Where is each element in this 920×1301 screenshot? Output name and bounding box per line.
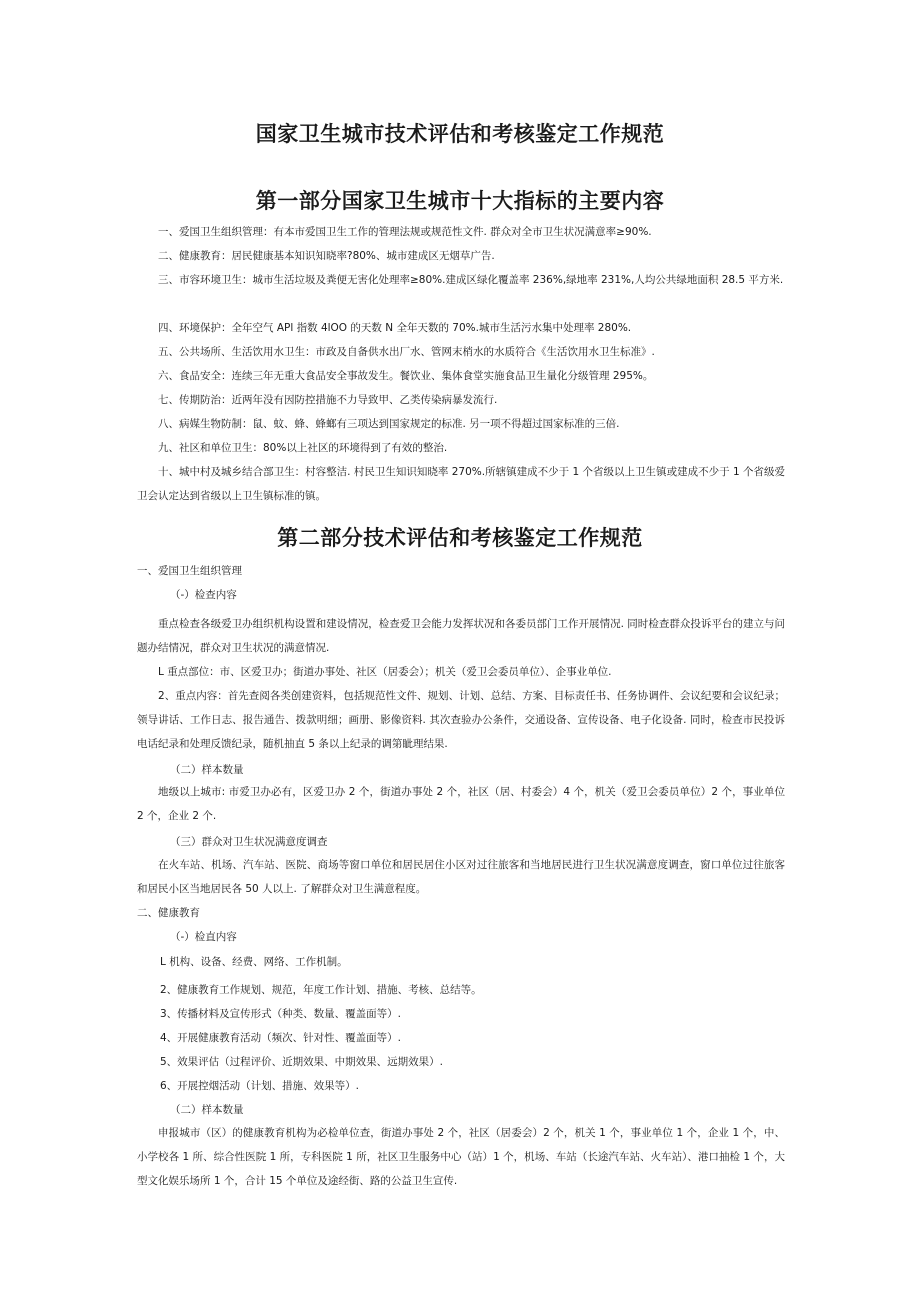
part1-item: 四、环境保护：全年空气 APl 指数 4lOO 的天数 N 全年天数的 70%.城市生活污水集中处理率 280%. bbox=[158, 322, 632, 334]
part2-title: 第二部分技术评估和考核鉴定工作规范 bbox=[277, 526, 643, 550]
subsection-heading: （-）检直内容 bbox=[170, 931, 237, 943]
part1-title: 第一部分国家卫生城市十大指标的主要内容 bbox=[255, 189, 665, 213]
list-item: 3、传播材料及宣传形式（种类、数量、覆盖面等）. bbox=[160, 1008, 402, 1020]
list-item: 4、开展健康教育活动（频次、针对性、覆盖面等）. bbox=[160, 1032, 402, 1044]
part1-item: 三、市容环境卫生：城市生活垃圾及粪便无害化处理率≥80%.建成区绿化覆盖率 236%,绿地率 231%,人均公共绿地面积 28.5 平方米. bbox=[158, 274, 784, 286]
part1-item: 六、食品安全：连续三年无重大食品安全事故发生。餐饮业、集体食堂实施食品卫生量化分级管理 295%。 bbox=[158, 370, 654, 382]
part1-item: 十、城中村及城乡结合部卫生：村容整洁. 村民卫生知识知晓率 270%.所辖镇建成不少于 1 个省级以上卫生镇或建成不少于 1 个省级爱卫会认定达到省级以上卫生镇标准的镇。 bbox=[137, 466, 785, 502]
subsection-heading: （-）检查内容 bbox=[170, 589, 237, 601]
list-item: 5、效果评估（过程评价、近期效果、中期效果、远期效果）. bbox=[160, 1056, 444, 1068]
list-item: 2、健康教育工作规划、规范，年度工作计划、措施、考核、总结等。 bbox=[160, 984, 482, 996]
subsection-heading: （二）样本数量 bbox=[170, 1104, 244, 1116]
part1-item: 一、爱国卫生组织管理：有本市爱国卫生工作的管理法规或规范性文件. 群众对全市卫生状况满意率≥90%. bbox=[158, 226, 652, 238]
part1-item: 九、社区和单位卫生：80%以上社区的环境得到了有效的整治. bbox=[158, 442, 448, 454]
list-item: L 重点部位：市、区爱卫办；街道办事处、社区（居委会）；机关（爱卫会委员单位）、企事业单位. bbox=[158, 666, 612, 678]
list-item: 6、开展控烟活动（计划、措施、效果等）. bbox=[160, 1080, 360, 1092]
subsection-heading: （二）样本数量 bbox=[170, 764, 244, 776]
subsection-heading: （三）群众对卫生状况满意度调查 bbox=[170, 836, 328, 848]
section-heading: 二、健康教育 bbox=[137, 907, 200, 919]
paragraph: 重点检查各级爱卫办组织机构设置和建设情况，检查爱卫会能力发挥状况和各委员部门工作开展情况. 同时检查群众投诉平台的建立与问题办结情况，群众对卫生状况的满意情况. bbox=[137, 618, 785, 654]
document-title: 国家卫生城市技术评估和考核鉴定工作规范 bbox=[255, 122, 665, 146]
paragraph: 地级以上城市: 市爱卫办必有，区爱卫办 2 个，街道办事处 2 个，社区（居、村委会）4 个，机关（爱卫会委员单位）2 个，事业单位 2 个，企业 2 个. bbox=[137, 786, 785, 822]
part1-item: 五、公共场所、生活饮用水卫生：市政及自备供水出厂水、管网末梢水的水质符合《生活饮用水卫生标准》. bbox=[158, 346, 655, 358]
paragraph: 在火车站、机场、汽车站、医院、商场等窗口单位和居民居住小区对过往旅客和当地居民进行卫生状况满意度调查，窗口单位过往旅客和居民小区当地居民各 50 人以上. 了解群众对卫生满意程度。 bbox=[137, 859, 785, 895]
part1-item: 七、传期防治：近两年没有因防控措施不力导致甲、乙类传染病暴发流行. bbox=[158, 394, 498, 406]
list-item: 2、重点内容：首先查阅各类创建资料，包括规范性文件、规划、计划、总结、方案、目标责任书、任务协调件、会议纪要和会议纪录；领导讲话、工作日志、报告通告、拨款明细；画册、影像资料. 其次查验办公条件，交通设备、宣传设备、电子化设备. 同时，检查市民投诉电话纪录和处理反馈纪录，随机抽直 5 条以上纪录的调第眦理结果. bbox=[137, 690, 785, 750]
part1-item: 八、病媒生物防制：鼠、蚊、蜂、蜂螂有三项达到国家规定的标准. 另一项不得超过国家标准的三倍. bbox=[158, 418, 620, 430]
list-item: L 机构、设备、经费、网络、工作机制。 bbox=[160, 956, 348, 968]
part1-item: 二、健康教育：居民健康基本知识知晓率?80%、城市建成区无烟草广告. bbox=[158, 250, 495, 262]
paragraph: 申报城市（区）的健康教育机构为必检单位查，街道办事处 2 个，社区（居委会）2 个，机关 1 个，事业单位 1 个，企业 1 个，中、小学校各 1 所、综合性医院 1 所，专科医院 1 所，社区卫生服务中心（站）1 个，机场、车站（长途汽车站、火车站）、港口抽检 1 个，大型文化娱乐场所 1 个，合计 15 个单位及途经街、路的公益卫生宣传. bbox=[137, 1127, 785, 1187]
section-heading: 一、爱国卫生组织管理 bbox=[137, 565, 242, 577]
